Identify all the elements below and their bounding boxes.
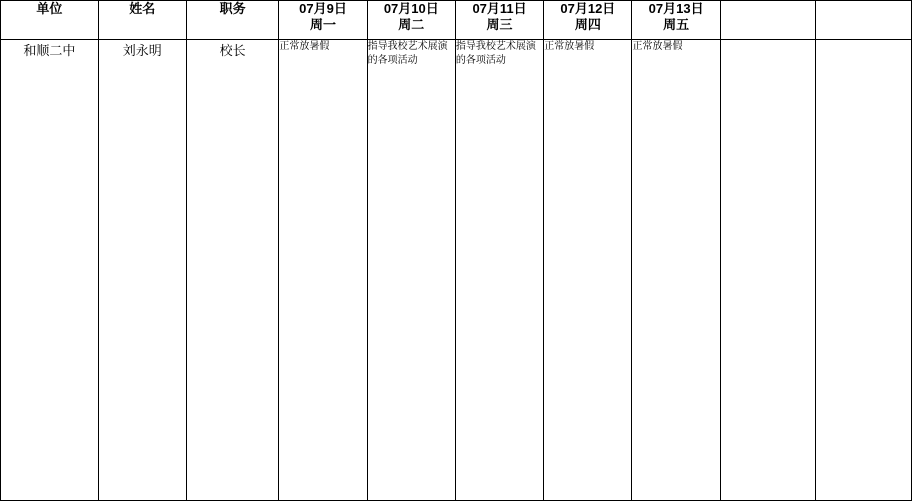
column-header-thursday-date: 07月12日 — [560, 1, 616, 16]
column-header-name-line1: 姓名 — [129, 1, 156, 16]
column-header-duty — [186, 1, 278, 40]
table-row — [1, 40, 912, 501]
table-header-row — [1, 1, 912, 40]
cell-name: 刘永明 — [98, 40, 186, 501]
column-header-unit — [1, 1, 99, 40]
cell-tuesday-task: 指导我校艺术展演的各项活动 — [367, 40, 455, 501]
column-header-unit-line1: 单位 — [36, 1, 63, 16]
column-header-extra-1 — [720, 1, 816, 40]
cell-extra-2 — [816, 40, 912, 501]
column-header-tuesday-weekday: 周二 — [398, 17, 425, 33]
cell-extra-1 — [720, 40, 816, 501]
column-header-wednesday — [455, 1, 543, 40]
column-header-monday-date: 07月9日 — [299, 1, 347, 16]
column-header-duty-line1: 职务 — [219, 1, 246, 16]
column-header-tuesday-date: 07月10日 — [383, 1, 439, 16]
cell-duty: 校长 — [186, 40, 278, 501]
column-header-friday-weekday: 周五 — [663, 17, 690, 33]
cell-wednesday-task: 指导我校艺术展演的各项活动 — [455, 40, 543, 501]
column-header-thursday-weekday: 周四 — [574, 17, 601, 33]
cell-unit: 和顺二中 — [1, 40, 99, 501]
cell-thursday-task: 正常放暑假 — [544, 40, 632, 501]
column-header-wednesday-weekday: 周三 — [486, 17, 513, 33]
cell-friday-task: 正常放暑假 — [632, 40, 720, 501]
column-header-friday — [632, 1, 720, 40]
column-header-wednesday-date: 07月11日 — [472, 1, 527, 16]
column-header-tuesday — [367, 1, 455, 40]
cell-monday-task: 正常放暑假 — [279, 40, 367, 501]
column-header-name — [98, 1, 186, 40]
column-header-friday-date: 07月13日 — [648, 1, 704, 16]
column-header-monday — [279, 1, 367, 40]
column-header-extra-2 — [816, 1, 912, 40]
column-header-monday-weekday: 周一 — [309, 17, 336, 33]
column-header-thursday — [544, 1, 632, 40]
